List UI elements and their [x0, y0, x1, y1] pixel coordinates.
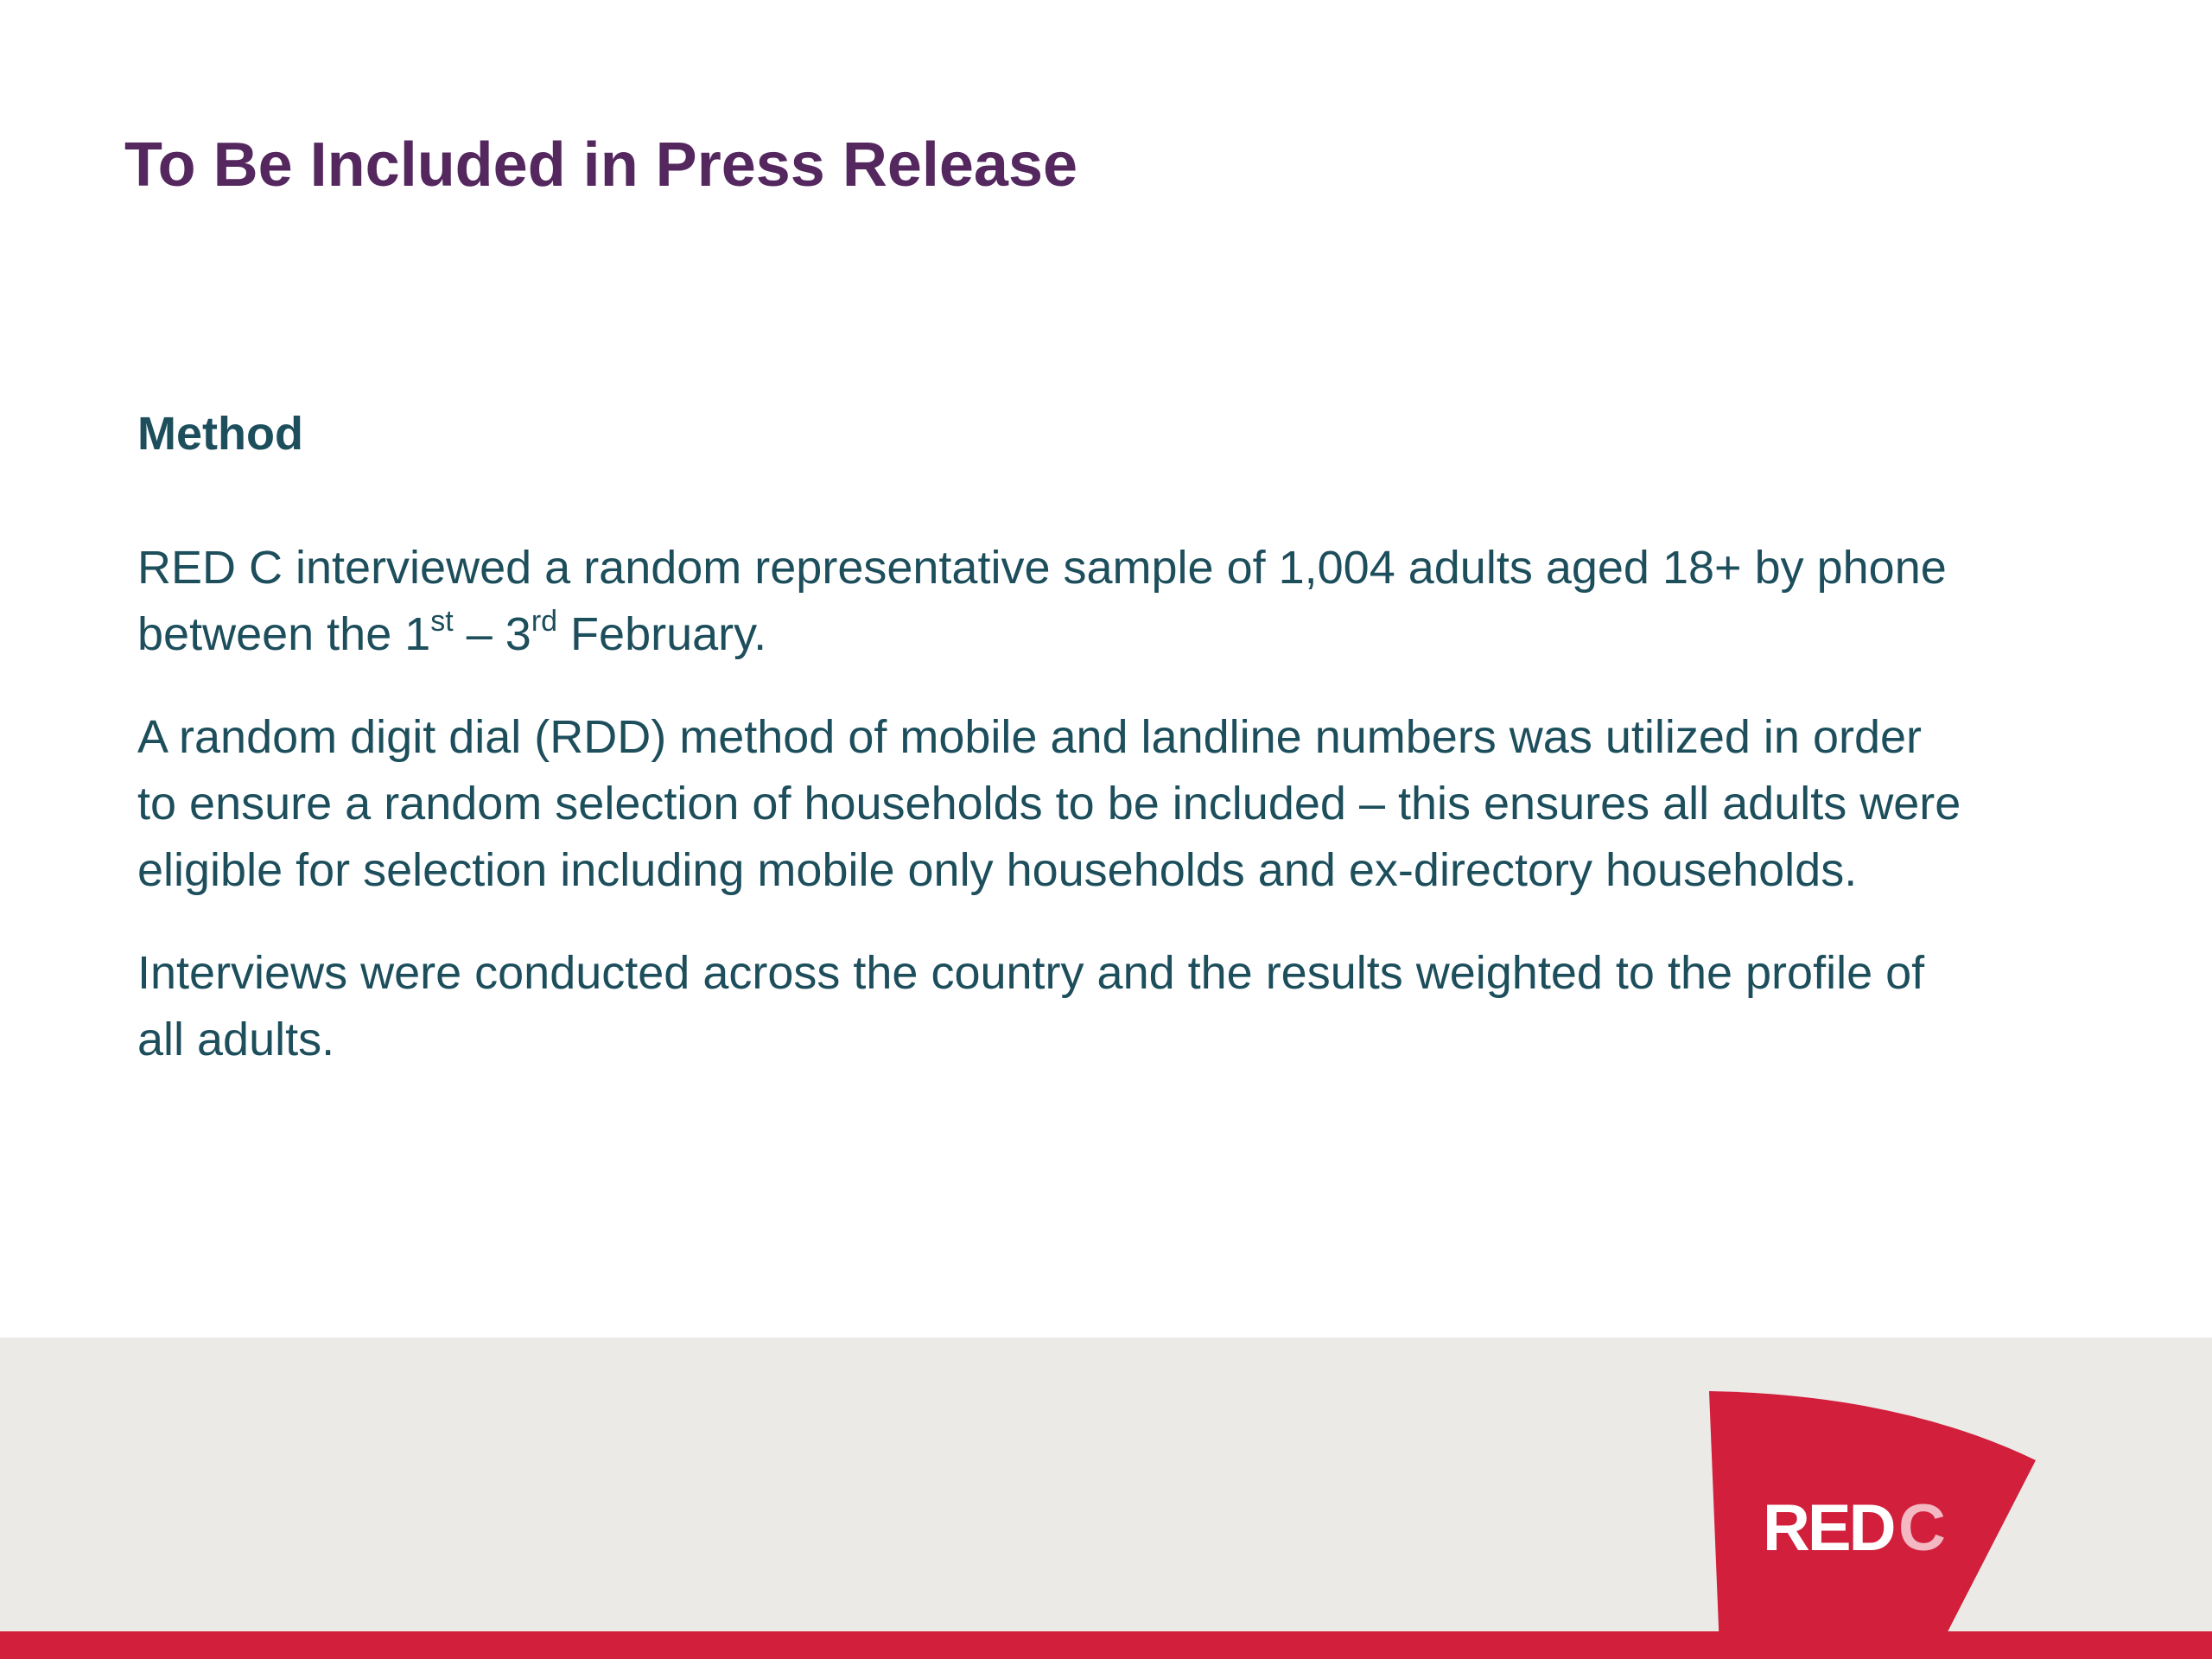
section-heading: Method	[137, 408, 303, 460]
method-paragraph-rdd: A random digit dial (RDD) method of mobile and landline numbers was utilized in order to ensure a random selection of households to be included – this ensures all adults were eligible for selection including mobile only households and ex-directory households.	[137, 710, 1961, 896]
content-area	[137, 406, 1969, 1109]
paragraph-text: February.	[557, 607, 767, 660]
logo-text-c: C	[1898, 1491, 1946, 1565]
ordinal-suffix: rd	[531, 604, 558, 638]
ordinal-suffix: st	[430, 604, 454, 638]
redc-logo	[1707, 1389, 2039, 1649]
paragraph-text: RED C interviewed a random representative sample of 1,004 adults aged 18+ by phone between the 1	[137, 541, 1947, 660]
redc-logo-shape	[1707, 1389, 2039, 1649]
method-paragraph-weighting: Interviews were conducted across the country and the results weighted to the profile of all adults.	[137, 946, 1925, 1065]
logo-text-red: RED	[1763, 1491, 1894, 1565]
paragraph-text: – 3	[453, 607, 531, 660]
slide-title: To Be Included in Press Release	[124, 130, 1078, 200]
method-paragraph-sample	[137, 535, 1969, 668]
